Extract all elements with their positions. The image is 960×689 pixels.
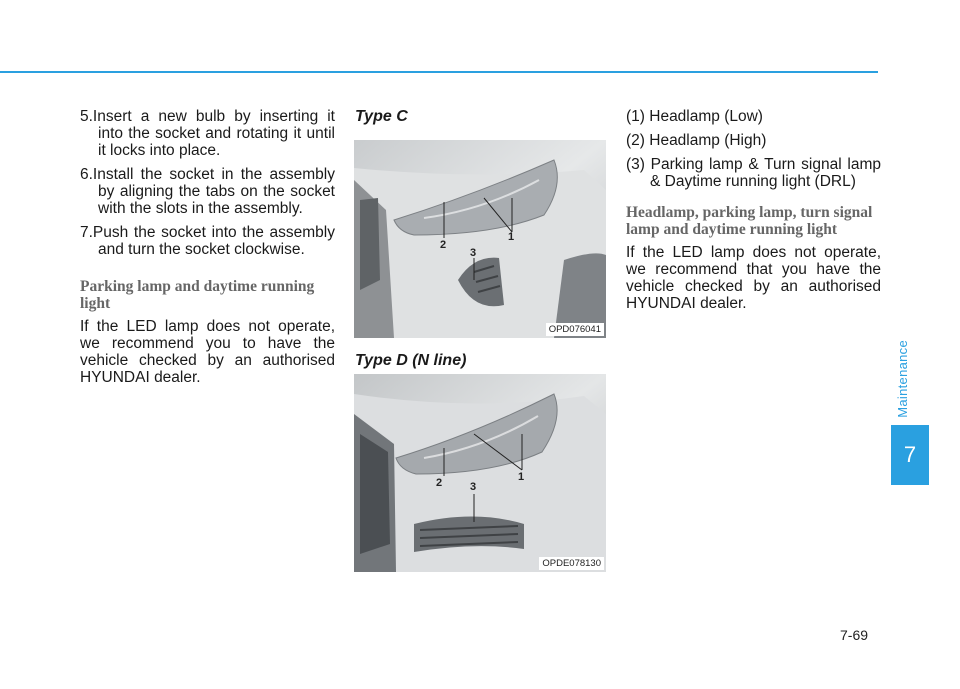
page-number: 7-69	[840, 627, 869, 643]
step-7: 7.Push the socket into the assembly and turn the socket clockwise.	[80, 224, 335, 258]
column-left	[80, 108, 335, 386]
list-item-1: (1) Headlamp (Low)	[626, 108, 763, 125]
step-6: 6.Install the socket in the assembly by aligning the tabs on the socket with the slots in the assembly.	[80, 166, 335, 217]
type-c-heading: Type C	[355, 108, 408, 125]
list-item-3: (3) Parking lamp & Turn signal lamp & Daytime running light (DRL)	[626, 156, 881, 190]
callout-1-d: 1	[518, 471, 525, 483]
callout-3-c: 3	[470, 247, 477, 259]
figure-id-d: OPDE078130	[539, 557, 604, 570]
figure-type-d	[354, 374, 606, 572]
callout-2-d: 2	[436, 477, 443, 489]
figure-id-c: OPD076041	[546, 323, 604, 336]
top-rule	[0, 71, 878, 73]
step-5: 5.Insert a new bulb by inserting it into the socket and rotating it until it locks into place.	[80, 108, 335, 159]
callout-2-c: 2	[440, 239, 447, 251]
list-item-2: (2) Headlamp (High)	[626, 132, 767, 149]
car-headlamp-illustration-c	[354, 140, 606, 338]
column-right	[626, 108, 881, 312]
chapter-side-label: Maintenance	[895, 340, 910, 418]
callout-3-d: 3	[470, 481, 477, 493]
chapter-tab: 7	[891, 425, 929, 485]
type-d-heading: Type D (N line)	[355, 352, 467, 369]
section-heading-parking-lamp: Parking lamp and daytime running light	[80, 278, 315, 312]
headlamp-paragraph: If the LED lamp does not operate, we recommend that you have the vehicle checked by an authorised HYUNDAI dealer.	[626, 244, 881, 312]
section-heading-headlamp: Headlamp, parking lamp, turn signal lamp and daytime running light	[626, 204, 873, 238]
car-headlamp-illustration-d	[354, 374, 606, 572]
figure-type-c	[354, 140, 606, 338]
callout-1-c: 1	[508, 231, 515, 243]
parking-lamp-paragraph: If the LED lamp does not operate, we recommend you to have the vehicle checked by an authorised HYUNDAI dealer.	[80, 318, 335, 386]
